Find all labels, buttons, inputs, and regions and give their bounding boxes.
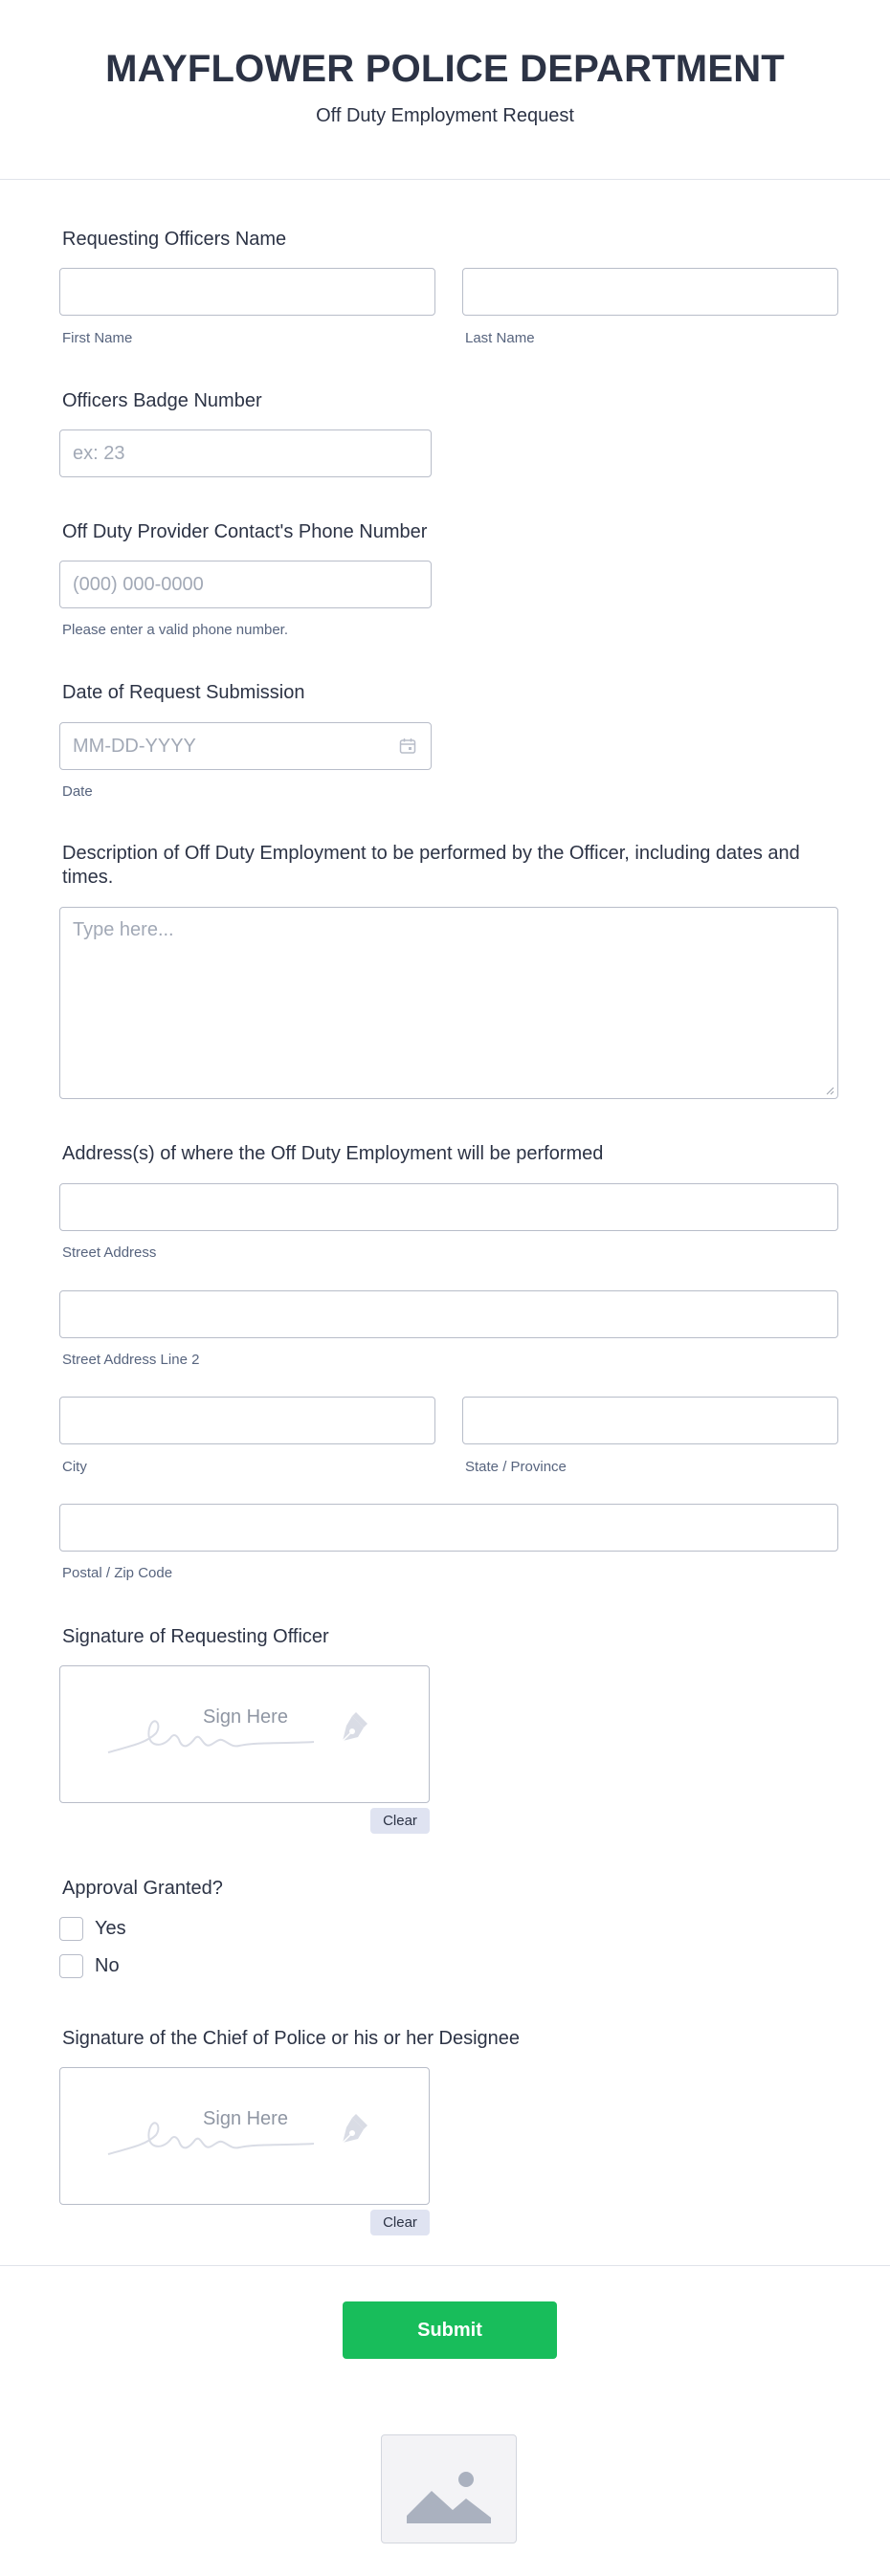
approval-option-no[interactable] bbox=[59, 1953, 120, 1978]
submit-button[interactable]: Submit bbox=[343, 2301, 557, 2359]
officer-signature-label: Signature of Requesting Officer bbox=[62, 1626, 329, 1647]
phone-placeholder: (000) 000-0000 bbox=[73, 573, 204, 595]
sign-here-hint: Sign Here bbox=[203, 2108, 288, 2129]
resize-grip-icon[interactable] bbox=[825, 1086, 834, 1095]
officer-signature-clear-button[interactable]: Clear bbox=[370, 1808, 430, 1834]
badge-label: Officers Badge Number bbox=[62, 390, 262, 411]
calendar-icon[interactable] bbox=[398, 737, 417, 756]
street-address-input[interactable] bbox=[59, 1183, 838, 1231]
phone-input[interactable] bbox=[59, 561, 432, 608]
zip-input[interactable] bbox=[59, 1504, 838, 1552]
street-address-2-input[interactable] bbox=[59, 1290, 838, 1338]
chief-signature-label: Signature of the Chief of Police or his or her Designee bbox=[62, 2028, 521, 2049]
officer-signature-pad[interactable] bbox=[59, 1665, 430, 1803]
no-checkbox[interactable] bbox=[59, 1954, 83, 1978]
last-name-input[interactable] bbox=[462, 268, 838, 316]
date-sublabel: Date bbox=[62, 783, 93, 800]
approval-option-yes[interactable] bbox=[59, 1916, 126, 1941]
street-address-2-sublabel: Street Address Line 2 bbox=[62, 1352, 200, 1368]
street-address-sublabel: Street Address bbox=[62, 1244, 157, 1261]
yes-label: Yes bbox=[95, 1917, 126, 1939]
form-subtitle: Off Duty Employment Request bbox=[316, 105, 574, 126]
yes-checkbox[interactable] bbox=[59, 1917, 83, 1941]
description-label: Description of Off Duty Employment to be performed by the Officer, including dates and times. bbox=[62, 843, 800, 888]
approval-label: Approval Granted? bbox=[62, 1878, 223, 1899]
section-divider bbox=[0, 2265, 890, 2266]
date-placeholder: MM-DD-YYYY bbox=[73, 735, 196, 757]
chief-signature-clear-button[interactable]: Clear bbox=[370, 2210, 430, 2235]
no-label: No bbox=[95, 1954, 120, 1976]
description-textarea[interactable] bbox=[59, 907, 838, 1099]
chief-signature-pad[interactable] bbox=[59, 2067, 430, 2205]
state-input[interactable] bbox=[462, 1397, 838, 1444]
pen-nib-icon bbox=[333, 2108, 373, 2148]
phone-label: Off Duty Provider Contact's Phone Number bbox=[62, 521, 428, 542]
image-icon bbox=[407, 2464, 491, 2523]
state-sublabel: State / Province bbox=[465, 1459, 567, 1475]
officer-name-label: Requesting Officers Name bbox=[62, 229, 287, 250]
badge-placeholder: ex: 23 bbox=[73, 442, 125, 464]
sign-here-hint: Sign Here bbox=[203, 1706, 288, 1728]
pen-nib-icon bbox=[333, 1706, 373, 1747]
address-label: Address(s) of where the Off Duty Employment will be performed bbox=[62, 1143, 604, 1164]
badge-input[interactable] bbox=[59, 429, 432, 477]
last-name-sublabel: Last Name bbox=[465, 330, 535, 346]
city-input[interactable] bbox=[59, 1397, 435, 1444]
phone-sublabel: Please enter a valid phone number. bbox=[62, 622, 288, 638]
city-sublabel: City bbox=[62, 1459, 87, 1475]
date-input[interactable] bbox=[59, 722, 432, 770]
first-name-input[interactable] bbox=[59, 268, 435, 316]
first-name-sublabel: First Name bbox=[62, 330, 133, 346]
description-placeholder: Type here... bbox=[73, 919, 174, 940]
zip-sublabel: Postal / Zip Code bbox=[62, 1565, 173, 1581]
date-label: Date of Request Submission bbox=[62, 682, 305, 703]
image-placeholder bbox=[381, 2434, 517, 2543]
form-title: MAYFLOWER POLICE DEPARTMENT bbox=[105, 48, 785, 90]
form-header bbox=[0, 0, 890, 180]
